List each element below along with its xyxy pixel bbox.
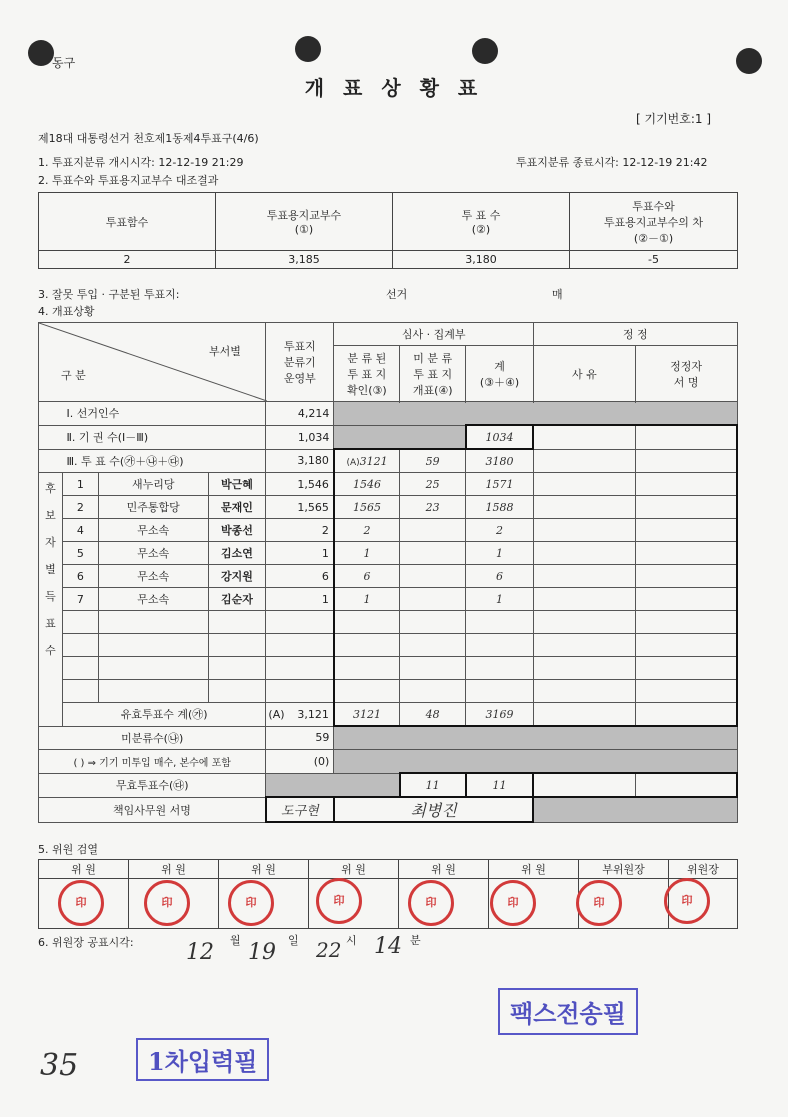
header-category-cell (39, 323, 266, 402)
row-label-electors: Ⅰ. 선거인수 (62, 402, 265, 426)
role-header: 부위원장 (579, 860, 669, 879)
side-char: 수 (45, 644, 56, 657)
table-row (39, 773, 738, 797)
gray-cell (266, 773, 400, 797)
row-label-invalid: 무효투표수(㉰) (39, 773, 266, 797)
section3-unit: 매 (552, 288, 563, 301)
h-bunryu-1: 투표지 (283, 340, 316, 353)
table-row (39, 496, 738, 519)
month-unit: 월 (230, 934, 241, 947)
header-votes-text: 투 표 수 (461, 209, 501, 222)
gray-cell (334, 402, 737, 426)
hw-votes-b: 3121 (359, 454, 388, 468)
table-row (39, 519, 738, 542)
punch-hole (736, 48, 762, 74)
cand-name: 박종선 (208, 519, 266, 542)
cand-party: 무소속 (98, 565, 208, 588)
marker-a: (A) (268, 707, 285, 721)
fax-sent-stamp: 팩스전송필 (498, 988, 638, 1035)
cand-party: 무소속 (98, 588, 208, 611)
hw-cand-classified: 2 (334, 519, 400, 542)
h-sign-2: 서 명 (673, 375, 699, 389)
gray-cell (334, 750, 737, 774)
row-label-machine-note: ( ) ⇒ 기기 미투입 매수, 본수에 포함 (39, 750, 266, 774)
side-char: 표 (45, 617, 56, 630)
section2-label: 2. 투표수와 투표용지교부수 대조결과 (38, 174, 219, 187)
side-label-candidates (39, 473, 63, 727)
cand-no: 5 (62, 542, 98, 565)
header-machine-dept (266, 323, 334, 402)
ballot-count-table (38, 192, 738, 269)
cand-name: 김소연 (208, 542, 266, 565)
diagonal-line (39, 323, 267, 401)
table-row (39, 680, 738, 703)
section5-label: 5. 위원 검열 (38, 843, 98, 856)
value-machine-note: (0) (266, 750, 334, 774)
hw-cand-unclassified (400, 542, 466, 565)
role-header: 위 원 (219, 860, 309, 879)
row-label-abstain: Ⅱ. 기 권 수(Ⅰ－Ⅲ) (62, 425, 265, 449)
cand-machine-val: 1 (266, 588, 334, 611)
gray-cell (533, 797, 737, 822)
table-row (39, 797, 738, 822)
row-label-responsible: 책임사무원 서명 (39, 797, 266, 822)
table-row (39, 565, 738, 588)
hw-invalid-unclassified: 11 (400, 773, 466, 797)
hw-cand-total: 1588 (466, 496, 534, 519)
table-row (39, 542, 738, 565)
hw-cand-unclassified (400, 565, 466, 588)
h-cls-3: 확인(③) (346, 383, 387, 397)
cand-machine-val: 1,546 (266, 473, 334, 496)
hw-hour: 22 (316, 938, 342, 962)
table-row (39, 657, 738, 680)
value-votes: 3,180 (266, 449, 334, 473)
section3-election: 선거 (386, 288, 408, 301)
hw-valid-total: 3169 (466, 703, 534, 727)
header-issued (216, 193, 393, 251)
election-subtitle: 제18대 대통령선거 천호제1동제4투표구(4/6) (38, 132, 259, 145)
cand-machine-val: 2 (266, 519, 334, 542)
role-header: 위원장 (669, 860, 738, 879)
table-row (39, 703, 738, 727)
seal-stamp: 印 (58, 880, 104, 926)
seal-stamp: 印 (316, 878, 362, 924)
h-uncls-3: 개표(④) (412, 383, 453, 397)
seal-stamp: 印 (490, 880, 536, 926)
cand-name: 박근혜 (208, 473, 266, 496)
hw-cand-total: 1 (466, 542, 534, 565)
value-valid-num: 3,121 (297, 707, 329, 721)
cand-name: 김순자 (208, 588, 266, 611)
hw-cand-total: 1 (466, 588, 534, 611)
header-votes-num: (②) (471, 223, 491, 236)
hw-cand-total: 6 (466, 565, 534, 588)
header-diff-3: (②－①) (633, 231, 674, 245)
cand-name: 문재인 (208, 496, 266, 519)
cand-no: 2 (62, 496, 98, 519)
seal-stamp: 印 (408, 880, 454, 926)
header-difference (570, 193, 738, 251)
row-label-unclassified: 미분류수(㉯) (39, 726, 266, 750)
marker-a: (A) (346, 457, 360, 468)
side-char: 보 (45, 509, 56, 522)
signature-review-dept: 최병진 (334, 797, 534, 822)
hw-votes-unclassified: 59 (400, 449, 466, 473)
section6-label: 6. 위원장 공표시각: (38, 936, 134, 949)
cand-party: 민주통합당 (98, 496, 208, 519)
hw-cand-unclassified: 23 (400, 496, 466, 519)
seal-stamp: 印 (228, 880, 274, 926)
minute-unit: 분 (410, 934, 421, 947)
sort-start-time: 1. 투표지분류 개시시각: 12-12-19 21:29 (38, 156, 244, 169)
h-sign-1: 정정자 (670, 359, 703, 373)
role-header: 위 원 (399, 860, 489, 879)
hw-day: 19 (248, 940, 276, 965)
cand-no: 7 (62, 588, 98, 611)
cand-party: 새누리당 (131, 478, 175, 491)
table-row (39, 750, 738, 774)
header-unclassified (400, 346, 466, 402)
h-total-2: (③＋④) (479, 375, 520, 389)
h-uncls-2: 투 표 지 (413, 367, 453, 381)
value-issued: 3,185 (216, 251, 393, 269)
header-votes (393, 193, 570, 251)
header-corrector-sign (635, 346, 737, 402)
table-row (39, 726, 738, 750)
h-uncls-1: 미 분 류 (413, 351, 453, 365)
header-category: 구 분 (61, 369, 86, 382)
hw-cand-classified: 1565 (334, 496, 400, 519)
cand-party: 무소속 (98, 542, 208, 565)
cand-party: 무소속 (98, 519, 208, 542)
hw-cand-classified: 1 (334, 542, 400, 565)
page-number-handwritten: 35 (40, 1048, 79, 1083)
hw-month: 12 (186, 940, 214, 965)
h-cls-1: 분 류 된 (347, 351, 387, 365)
role-header: 위 원 (489, 860, 579, 879)
table-row (39, 425, 738, 449)
side-char: 별 (45, 563, 56, 576)
hw-cand-unclassified: 25 (400, 473, 466, 496)
hw-cand-unclassified (400, 588, 466, 611)
hw-invalid-total: 11 (466, 773, 534, 797)
table-row (39, 634, 738, 657)
header-review: 심사 · 집계부 (334, 323, 534, 346)
machine-number: [ 기기번호:1 ] (636, 112, 712, 126)
header-department: 부서별 (209, 345, 241, 358)
gray-cell (334, 425, 466, 449)
header-correction: 정 정 (533, 323, 737, 346)
header-reason: 사 유 (533, 346, 635, 402)
side-char: 후 (45, 482, 56, 495)
hw-valid-unclassified: 48 (400, 703, 466, 727)
cand-machine-val: 6 (266, 565, 334, 588)
value-valid (266, 703, 334, 727)
value-abstain: 1,034 (266, 425, 334, 449)
hw-cand-total: 2 (466, 519, 534, 542)
section3-label: 3. 잘못 투입 · 구분된 투표지: (38, 288, 180, 301)
row-label-votes: Ⅲ. 투 표 수(㉮＋㉯＋㉰) (62, 449, 265, 473)
count-status-table (38, 322, 738, 823)
cand-name: 강지원 (208, 565, 266, 588)
page-title: 개 표 상 황 표 (304, 76, 484, 100)
table-row (39, 611, 738, 634)
committee-signature-table (38, 859, 738, 929)
header-ballot-boxes: 투표함수 (39, 193, 216, 251)
punch-hole (28, 40, 54, 66)
hw-cand-unclassified (400, 519, 466, 542)
hw-votes-total: 3180 (466, 449, 534, 473)
hw-cand-classified: 6 (334, 565, 400, 588)
role-header: 위 원 (309, 860, 399, 879)
hw-abstain-total: 1034 (466, 425, 534, 449)
cand-machine-val: 1 (266, 542, 334, 565)
punch-hole (295, 36, 321, 62)
seal-stamp: 印 (576, 880, 622, 926)
section4-label: 4. 개표상황 (38, 305, 95, 318)
header-diff-1: 투표수와 (632, 199, 675, 213)
header-diff-2: 투표용지교부수의 차 (603, 215, 704, 229)
punch-hole (472, 38, 498, 64)
hw-votes-classified (334, 449, 400, 473)
seal-stamp: 印 (144, 880, 190, 926)
table-row (39, 473, 738, 496)
value-electors: 4,214 (266, 402, 334, 426)
h-bunryu-2: 분류기 (283, 356, 316, 369)
cand-no: 6 (62, 565, 98, 588)
district-label: 동구 (52, 56, 76, 70)
hour-unit: 시 (346, 934, 357, 947)
sort-end-time: 투표지분류 종료시각: 12-12-19 21:42 (516, 156, 708, 169)
row-label-valid: 유효투표수 계(㉮) (62, 703, 265, 727)
hw-cand-classified: 1 (334, 588, 400, 611)
cand-machine-val: 1,565 (266, 496, 334, 519)
hw-valid-classified: 3121 (334, 703, 400, 727)
value-ballot-boxes: 2 (39, 251, 216, 269)
cand-no: 4 (62, 519, 98, 542)
role-header: 위 원 (129, 860, 219, 879)
day-unit: 일 (288, 934, 299, 947)
hw-cand-classified: 1546 (334, 473, 400, 496)
side-char: 자 (45, 536, 56, 549)
h-cls-2: 투 표 지 (347, 367, 387, 381)
first-input-stamp: 1차입력필 (136, 1038, 269, 1081)
side-char: 득 (45, 590, 56, 603)
h-bunryu-3: 운영부 (283, 372, 316, 385)
header-classified (334, 346, 400, 402)
table-row (39, 588, 738, 611)
value-unclassified: 59 (266, 726, 334, 750)
header-issued-num: (①) (294, 223, 314, 236)
header-issued-text: 투표용지교부수 (266, 209, 342, 222)
table-row (39, 449, 738, 473)
hw-minute: 14 (374, 934, 402, 959)
role-header: 위 원 (39, 860, 129, 879)
h-total-1: 계 (494, 359, 505, 373)
value-difference: -5 (570, 251, 738, 269)
gray-cell (334, 726, 737, 750)
table-row (39, 402, 738, 426)
hw-cand-total: 1571 (466, 473, 534, 496)
seal-stamp: 印 (664, 878, 710, 924)
cand-party-name (98, 473, 208, 496)
value-votes: 3,180 (393, 251, 570, 269)
signature-machine-dept: 도구현 (266, 797, 334, 822)
header-total (466, 346, 534, 402)
cand-no: 1 (62, 473, 98, 496)
